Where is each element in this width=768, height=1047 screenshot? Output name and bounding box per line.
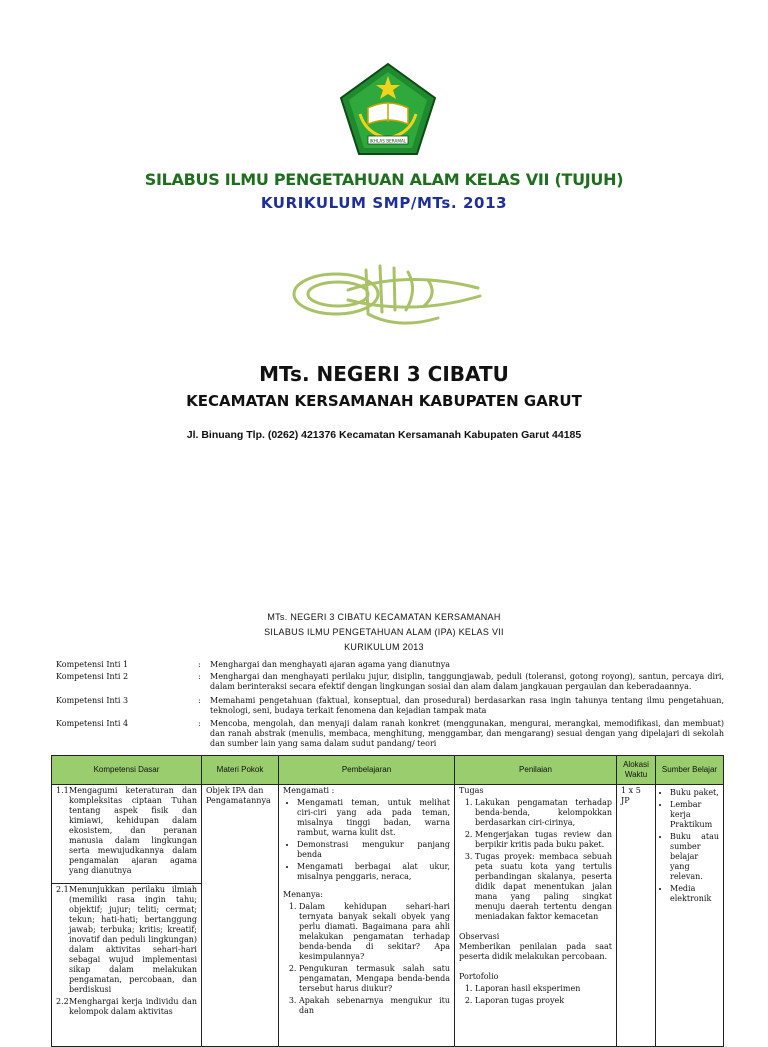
ki-text: Mencoba, mengolah, dan menyaji dalam ranah konkret (menggunakan, mengurai, merangkai, memodifikasi, dan membuat) dan ranah abstrak (menulis, membaca, menghitung, menggambar, dan mengarang) sesuai dengan yang dipelajari di sekolah dan sumber lain yang sama dalam sudut pandang/ teori [210, 719, 724, 748]
ki-label: Kompetensi Inti 2 [56, 672, 129, 681]
kd-text: Menghargai kerja individu dan kelompok dalam aktivitas [69, 997, 197, 1016]
mengamati-list [283, 798, 450, 882]
ki-text: Menghargai dan menghayati perilaku jujur, disiplin, tanggungjawab, peduli (toleransi, gotong royong), santun, percaya diri, dalam berinteraksi secara efektif dengan lingkungan sosial dan alam dalam jangkauan pergaulan dan keberadaannya. [210, 672, 724, 691]
list-item: • Mengamati berbagai alat ukur, misalnya penggaris, neraca, [297, 862, 450, 882]
kd-item [56, 997, 197, 1017]
list-item: 1. Dalam kehidupan sehari-hari ternyata banyak sekali obyek yang perlu diamati. Bagaimana para ahli melakukan pengamatan terhadap benda-benda di sekitar? Apa kesimpulannya? [299, 902, 450, 962]
header-alokasi-waktu: Alokasi Waktu [617, 756, 656, 785]
syllabus-title: SILABUS ILMU PENGETAHUAN ALAM KELAS VII (TUJUH) [144, 170, 624, 189]
ki-label: Kompetensi Inti 1 [56, 660, 129, 669]
menanya-label: Menanya: [283, 890, 323, 899]
ki-separator: : [198, 660, 201, 669]
list-item: 3. Apakah sebenarnya mengukur itu dan [299, 996, 450, 1016]
list-item: 2. Laporan tugas proyek [475, 996, 612, 1006]
curriculum-title: KURIKULUM SMP/MTs. 2013 [260, 194, 508, 212]
kd-number: 2.1 [56, 885, 69, 894]
kd-number: 1.1 [56, 786, 69, 795]
header-penilaian: Penilaian [455, 756, 617, 785]
portofolio-list [459, 984, 612, 1006]
section-title-subject: SILABUS ILMU PENGETAHUAN ALAM (IPA) KELAS VII [264, 627, 504, 637]
list-item: • Mengamati teman, untuk melihat ciri-ciri yang ada pada teman, misalnya tinggi badan, warna rambut, warna kulit dst. [297, 798, 450, 838]
school-district: KECAMATAN KERSAMANAH KABUPATEN GARUT [186, 392, 582, 410]
syllabus-table [51, 755, 724, 1047]
header-materi-pokok: Materi Pokok [202, 756, 279, 785]
materi-cell: Objek IPA dan Pengamatannya [202, 785, 279, 1047]
mengamati-label: Mengamati : [283, 786, 335, 795]
list-item: 1. Laporan hasil eksperimen [475, 984, 612, 994]
tugas-label: Tugas [459, 786, 484, 795]
list-item: • Media elektronik [670, 884, 719, 904]
list-item: • Buku atau sumber belajar yang relevan. [670, 832, 719, 882]
ki-label: Kompetensi Inti 4 [56, 719, 129, 728]
header-sumber-belajar: Sumber Belajar [656, 756, 724, 785]
kd-text: Mengagumi keteraturan dan kompleksitas ciptaan Tuhan tentang aspek fisik dan kimiawi, kehidupan dalam ekosistem, dan peranan manusia dalam lingkungan serta mewujudkannya dalam pengamalan ajaran agama yang dianutnya [69, 786, 197, 875]
ki-text: Menghargai dan menghayati ajaran agama yang dianutnya [210, 660, 451, 669]
observasi-label: Observasi [459, 932, 500, 941]
sumber-cell [656, 785, 724, 1047]
penilaian-cell [455, 785, 617, 1047]
list-item: • Demonstrasi mengukur panjang benda [297, 840, 450, 860]
portofolio-label: Portofolio [459, 972, 499, 981]
school-address: Jl. Binuang Tlp. (0262) 421376 Kecamatan Kersamanah Kabupaten Garut 44185 [186, 429, 582, 441]
kd-item [56, 786, 197, 876]
header-kompetensi-dasar: Kompetensi Dasar [52, 756, 202, 785]
section-title-curriculum: KURIKULUM 2013 [344, 642, 424, 652]
table-header-row [52, 756, 724, 785]
school-name: MTs. NEGERI 3 CIBATU [259, 362, 509, 386]
ki-separator: : [198, 672, 201, 681]
list-item: 3. Tugas proyek: membaca sebuah peta suatu kota yang tertulis perbandingan skalanya, peserta didik dapat menentukan jalan mana yang paling singkat menuju daerah tertentu dengan meniadakan faktor kemacetan [475, 852, 612, 922]
table-row [52, 785, 724, 884]
observasi-text: Memberikan penilaian pada saat peserta didik melakukan percobaan. [459, 942, 612, 961]
list-item: 1. Lakukan pengamatan terhadap benda-benda, kelompokkan berdasarkan ciri-cirinya, [475, 798, 612, 828]
kd-item [56, 885, 197, 995]
ki-separator: : [198, 719, 201, 728]
pembelajaran-cell [279, 785, 455, 1047]
menanya-list [283, 902, 450, 1016]
list-item: 2. Pengukuran termasuk salah satu pengamatan, Mengapa benda-benda tersebut harus diukur? [299, 964, 450, 994]
calligraphy-ornament [288, 250, 484, 336]
alokasi-cell: 1 x 5 JP [617, 785, 656, 1047]
kd-cell-2 [52, 884, 202, 1047]
kd-text: Menunjukkan perilaku ilmiah (memiliki rasa ingin tahu; objektif; jujur; teliti; cermat; tekun; hati-hati; bertanggung jawab; terbuka; kritis; kreatif; inovatif dan peduli lingkungan) dalam aktivitas sehari-hari sebagai wujud implementasi sikap dalam melakukan pengamatan, percobaan, dan berdiskusi [69, 885, 197, 994]
tugas-list [459, 798, 612, 922]
header-pembelajaran: Pembelajaran [279, 756, 455, 785]
logo-motto: IKHLAS BERAMAL [369, 138, 407, 144]
ki-text: Memahami pengetahuan (faktual, konseptual, dan prosedural) berdasarkan rasa ingin tahunya tentang ilmu pengetahuan, teknologi, seni, budaya terkait fenomena dan kejadian tampak mata [210, 696, 724, 715]
ki-separator: : [198, 696, 201, 705]
ministry-logo [338, 62, 438, 158]
kd-cell-1 [52, 785, 202, 884]
ki-label: Kompetensi Inti 3 [56, 696, 129, 705]
section-title-school: MTs. NEGERI 3 CIBATU KECAMATAN KERSAMANAH [267, 612, 501, 622]
sumber-list [660, 788, 719, 904]
kd-number: 2.2 [56, 997, 69, 1006]
list-item: • Lembar kerja Praktikum [670, 800, 719, 830]
list-item: • Buku paket, [670, 788, 719, 798]
list-item: 2. Mengerjakan tugas review dan berpikir kritis pada buku paket. [475, 830, 612, 850]
